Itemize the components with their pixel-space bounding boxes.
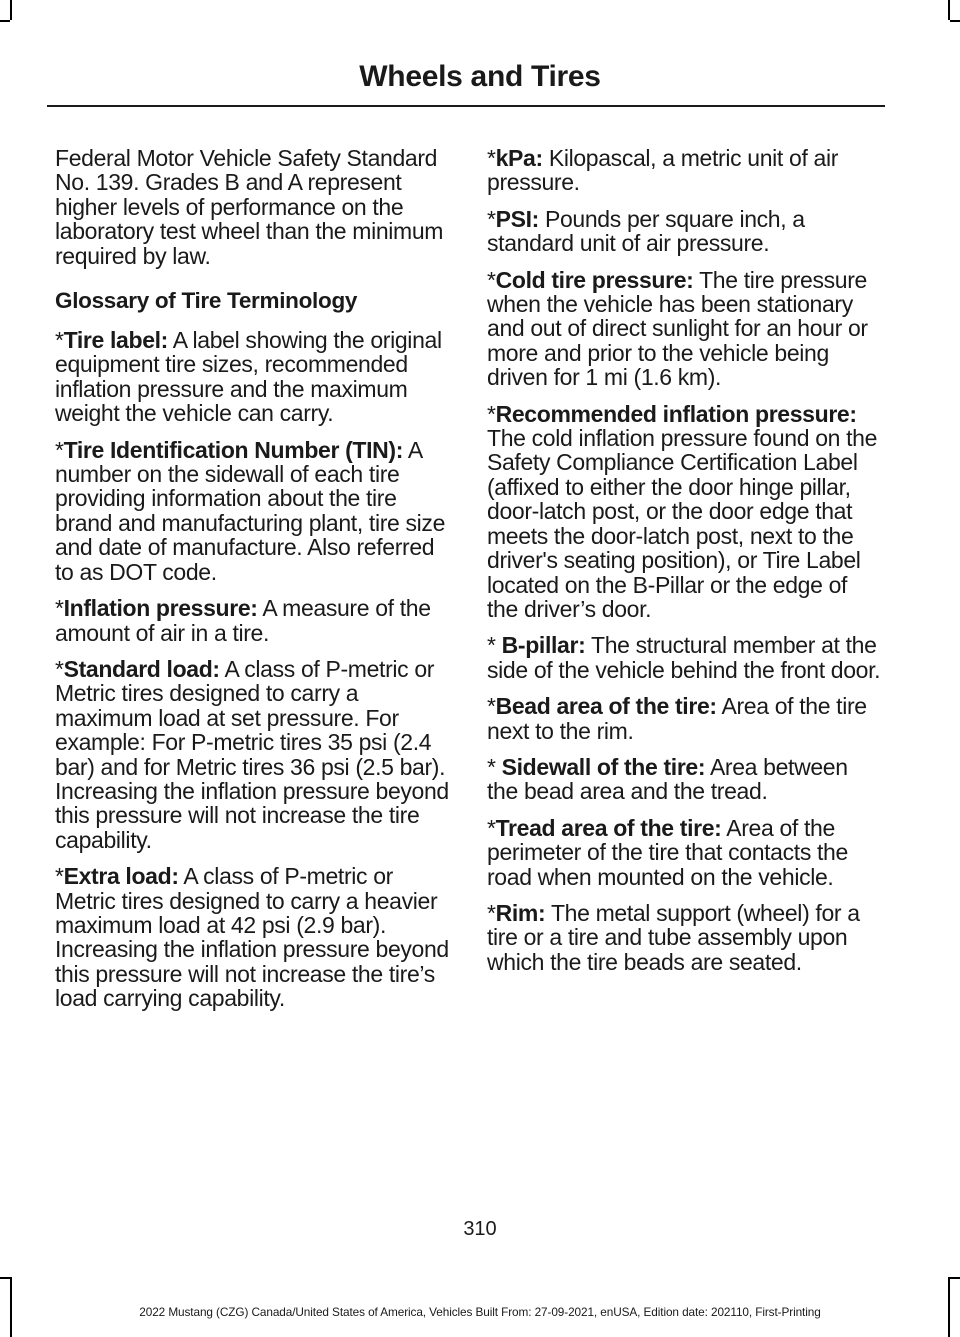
header-divider	[47, 105, 885, 107]
crop-mark	[948, 0, 950, 20]
glossary-entry-standard-load: *Standard load: A class of P-metric or Metric tires designed to carry a maximum load at set pressure. For example: For P-metric tires 35 psi (2.4 bar) and for Metric tires 36 psi (2.5 bar). Increasing the inflation pressure beyond this pressure will not increase the tire capability.	[55, 655, 449, 853]
section-heading: Glossary of Tire Terminology	[55, 288, 358, 314]
glossary-term: Extra load:	[63, 863, 179, 890]
crop-mark	[0, 1277, 10, 1279]
glossary-entry-bead-area: *Bead area of the tire: Area of the tire next to the rim.	[487, 693, 867, 744]
glossary-entry-inflation-pressure: *Inflation pressure: A measure of the amount of air in a tire.	[55, 595, 431, 646]
glossary-term: PSI:	[495, 205, 539, 232]
glossary-term: Sidewall of the tire:	[501, 753, 706, 780]
glossary-entry-recommended-inflation-pressure: *Recommended inflation pressure: The cold inflation pressure found on the Safety Compliance Certification Label (affixed to either the door hinge pillar, door-latch post, or the door edge that meets the door-latch post, next to the driver's seating position), or Tire Label located on the B-Pillar or the edge of the driver’s door.	[487, 400, 878, 622]
crop-mark	[950, 1277, 960, 1279]
glossary-entry-sidewall: * Sidewall of the tire: Area between the bead area and the tread.	[487, 753, 848, 805]
glossary-term: Standard load:	[63, 655, 220, 682]
crop-mark	[950, 20, 960, 22]
glossary-term: Cold tire pressure:	[495, 266, 694, 293]
glossary-term: B-pillar:	[501, 632, 586, 659]
glossary-term: Tire label:	[63, 327, 168, 354]
glossary-entry-kpa: *kPa: Kilopascal, a metric unit of air pressure.	[487, 145, 839, 196]
page-title: Wheels and Tires	[359, 60, 601, 93]
glossary-entry-b-pillar: * B-pillar: The structural member at the side of the vehicle behind the front door.	[487, 632, 881, 683]
left-column	[55, 146, 449, 1023]
glossary-entry-psi: *PSI: Pounds per square inch, a standard unit of air pressure.	[487, 205, 805, 257]
edition-footer: 2022 Mustang (CZG) Canada/United States of America, Vehicles Built From: 27-09-2021, enUSA, Edition date: 202110, First-Printing	[139, 1305, 821, 1319]
glossary-entry-tire-label: *Tire label: A label showing the original equipment tire sizes, recommended inflation pressure and the maximum weight the vehicle can carry.	[55, 327, 442, 427]
glossary-entry-tread-area: *Tread area of the tire: Area of the perimeter of the tire that contacts the road when mounted on the vehicle.	[487, 814, 848, 890]
glossary-term: Bead area of the tire:	[495, 693, 717, 720]
glossary-entry-extra-load: *Extra load: A class of P-metric or Metric tires designed to carry a heavier maximum load at 42 psi (2.9 bar). Increasing the inflation pressure beyond this pressure will not increase the tire’s load carrying capability.	[55, 863, 449, 1012]
right-column	[487, 146, 881, 986]
glossary-term: Tread area of the tire:	[495, 814, 722, 841]
glossary-term: Tire Identification Number (TIN):	[63, 436, 404, 463]
page-number: 310	[463, 1218, 497, 1240]
paragraph-intro: Federal Motor Vehicle Safety Standard No. 139. Grades B and A represent higher levels of performance on the laboratory test wheel than the minimum required by law.	[55, 145, 444, 269]
glossary-term: kPa:	[495, 145, 543, 171]
glossary-term: Recommended inflation pressure:	[495, 400, 857, 427]
glossary-term: Rim:	[495, 899, 546, 926]
glossary-entry-cold-tire-pressure: *Cold tire pressure: The tire pressure when the vehicle has been stationary and out of direct sunlight for an hour or more and prior to the vehicle being driven for 1 mi (1.6 km).	[487, 266, 868, 391]
crop-mark	[10, 0, 12, 20]
crop-mark	[0, 20, 10, 22]
glossary-entry-rim: *Rim: The metal support (wheel) for a tire or a tire and tube assembly upon which the tire beads are seated.	[487, 899, 860, 975]
glossary-term: Inflation pressure:	[63, 595, 258, 622]
glossary-entry-tin: *Tire Identification Number (TIN): A number on the sidewall of each tire providing information about the tire brand and manufacturing plant, tire size and date of manufacture. Also referred to as DOT code.	[55, 436, 446, 585]
